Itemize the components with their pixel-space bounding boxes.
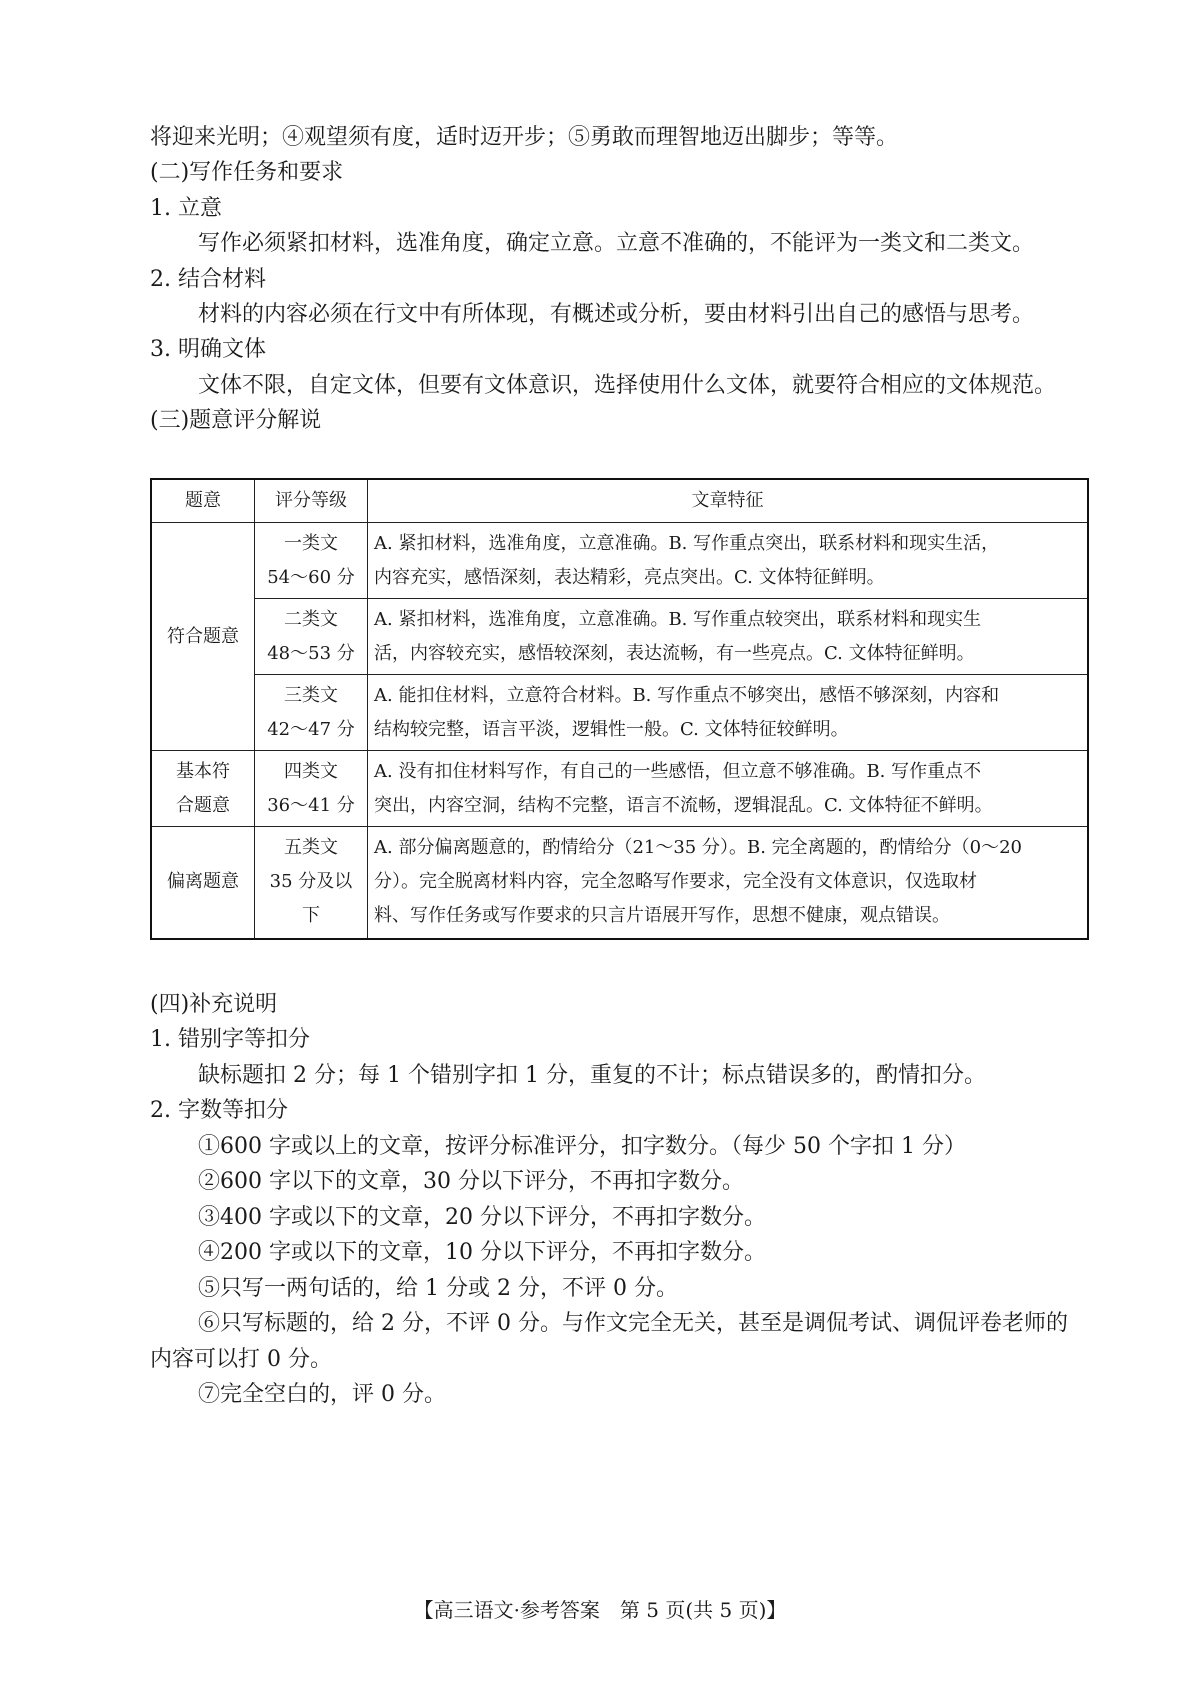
subheading-typo: 1. 错别字等扣分 — [150, 1027, 310, 1052]
feature-cell — [368, 827, 1089, 939]
feature-text: A. 能扣住材料，立意符合材料。B. 写作重点不够突出，感悟不够深刻，内容和 — [374, 684, 1000, 706]
feature-text: 分）。完全脱离材料内容，完全忽略写作要求，完全没有文体意识，仅选取材 — [374, 871, 977, 893]
table-row — [151, 751, 1088, 827]
level-name: 三类文 — [284, 684, 338, 706]
table-row — [151, 827, 1088, 939]
feature-text: A. 紧扣材料，选准角度，立意准确。B. 写作重点较突出，联系材料和现实生 — [374, 608, 982, 630]
level-cell — [255, 675, 368, 751]
page-footer: 【高三语文·参考答案 第 5 页(共 5 页)】 — [413, 1598, 787, 1622]
level-cell — [255, 599, 368, 675]
rule-item: ①600 字或以上的文章，按评分标准评分，扣字数分。（每少 50 个字扣 1 分） — [198, 1134, 966, 1159]
paragraph-continuation: 将迎来光明；④观望须有度，适时迈开步；⑤勇敢而理智地迈出脚步；等等。 — [150, 125, 899, 150]
level-cell — [255, 827, 368, 939]
level-score: 36～41 分 — [267, 794, 355, 816]
feature-cell — [368, 675, 1089, 751]
level-cell — [255, 751, 368, 827]
paragraph-typo: 缺标题扣 2 分；每 1 个错别字扣 1 分，重复的不计；标点错误多的，酌情扣分。 — [198, 1063, 986, 1088]
level-score: 35 分及以下 — [269, 871, 353, 927]
level-score: 48～53 分 — [267, 642, 355, 664]
category-text: 合题意 — [176, 794, 230, 816]
header-cell: 题意 — [151, 479, 255, 523]
level-score: 42～47 分 — [267, 718, 355, 740]
category-cell: 偏离题意 — [151, 827, 255, 939]
feature-text: 结构较完整，语言平淡，逻辑性一般。C. 文体特征较鲜明。 — [374, 718, 849, 740]
category-text: 基本符 — [176, 760, 230, 782]
category-cell: 符合题意 — [151, 523, 255, 751]
feature-text: 料、写作任务或写作要求的只言片语展开写作，思想不健康，观点错误。 — [374, 905, 950, 927]
feature-cell — [368, 751, 1089, 827]
feature-text: A. 部分偏离题意的，酌情给分（21～35 分）。B. 完全离题的，酌情给分（0～20 — [374, 837, 1022, 859]
subheading-1: 1. 立意 — [150, 196, 222, 221]
header-cell: 评分等级 — [255, 479, 368, 523]
paragraph-lixi: 写作必须紧扣材料，选准角度，确定立意。立意不准确的，不能评为一类文和二类文。 — [198, 231, 1035, 256]
rule-item: ④200 字或以下的文章，10 分以下评分，不再扣字数分。 — [198, 1240, 766, 1265]
feature-text: A. 没有扣住材料写作，有自己的一些感悟，但立意不够准确。B. 写作重点不 — [374, 760, 982, 782]
level-name: 一类文 — [284, 532, 338, 554]
subheading-wordcount: 2. 字数等扣分 — [150, 1098, 288, 1123]
feature-text: A. 紧扣材料，选准角度，立意准确。B. 写作重点突出，联系材料和现实生活， — [374, 532, 1000, 554]
table-header-row — [151, 479, 1088, 523]
subheading-3: 3. 明确文体 — [150, 337, 266, 362]
paragraph-material: 材料的内容必须在行文中有所体现，有概述或分析，要由材料引出自己的感悟与思考。 — [198, 302, 1035, 327]
level-score: 54～60 分 — [267, 566, 355, 588]
category-cell — [151, 751, 255, 827]
rule-item: ⑦完全空白的，评 0 分。 — [198, 1382, 446, 1407]
level-cell — [255, 523, 368, 599]
rule-item-continuation: 内容可以打 0 分。 — [150, 1347, 332, 1372]
feature-text: 活，内容较充实，感悟较深刻，表达流畅，有一些亮点。C. 文体特征鲜明。 — [374, 642, 975, 664]
level-name: 二类文 — [284, 608, 338, 630]
section-heading-3: (三)题意评分解说 — [150, 408, 322, 433]
feature-cell — [368, 523, 1089, 599]
table-row — [151, 599, 1088, 675]
level-name: 四类文 — [284, 760, 338, 782]
rule-item: ⑤只写一两句话的，给 1 分或 2 分，不评 0 分。 — [198, 1276, 678, 1301]
section-heading-2: (二)写作任务和要求 — [150, 160, 344, 185]
rule-item: ③400 字或以下的文章，20 分以下评分，不再扣字数分。 — [198, 1205, 766, 1230]
feature-cell — [368, 599, 1089, 675]
table-row — [151, 523, 1088, 599]
rule-item: ⑥只写标题的，给 2 分，不评 0 分。与作文完全无关，甚至是调侃考试、调侃评卷老师的 — [198, 1311, 1068, 1336]
subheading-2: 2. 结合材料 — [150, 267, 266, 292]
header-cell: 文章特征 — [368, 479, 1089, 523]
feature-text: 内容充实，感悟深刻，表达精彩，亮点突出。C. 文体特征鲜明。 — [374, 566, 885, 588]
paragraph-style: 文体不限，自定文体，但要有文体意识，选择使用什么文体，就要符合相应的文体规范。 — [198, 373, 1057, 398]
section-heading-4: (四)补充说明 — [150, 992, 278, 1017]
feature-text: 突出，内容空洞，结构不完整，语言不流畅，逻辑混乱。C. 文体特征不鲜明。 — [374, 794, 993, 816]
grading-table — [150, 478, 1089, 940]
rule-item: ②600 字以下的文章，30 分以下评分，不再扣字数分。 — [198, 1169, 744, 1194]
table-row — [151, 675, 1088, 751]
level-name: 五类文 — [284, 837, 338, 859]
